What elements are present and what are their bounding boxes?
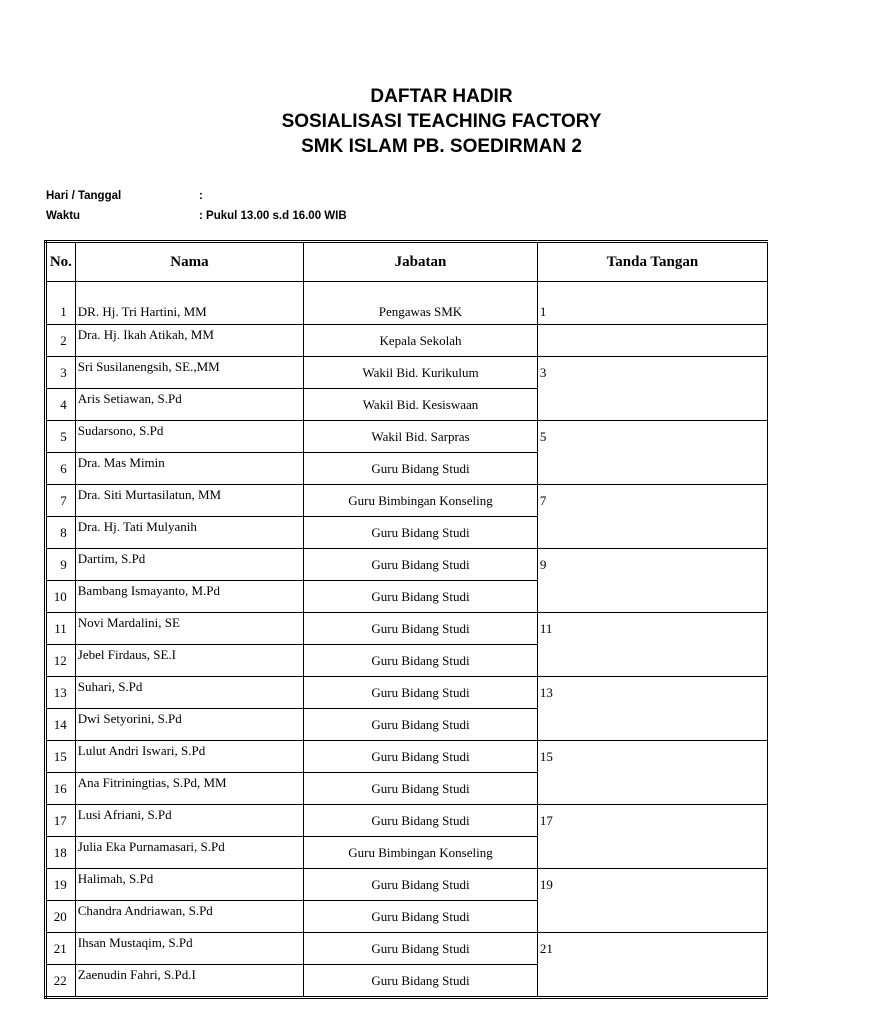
row-name: Suhari, S.Pd <box>75 677 303 709</box>
table-row <box>46 357 768 389</box>
table-row <box>46 645 768 677</box>
row-signature[interactable]: 3 <box>537 357 767 389</box>
row-position: Pengawas SMK <box>304 282 538 325</box>
row-number: 5 <box>46 421 76 453</box>
info-row-time <box>46 206 347 226</box>
row-name: Dwi Setyorini, S.Pd <box>75 709 303 741</box>
row-signature[interactable]: 19 <box>537 869 767 901</box>
row-position: Wakil Bid. Sarpras <box>304 421 538 453</box>
table-row <box>46 389 768 421</box>
row-name: Sri Susilanengsih, SE.,MM <box>75 357 303 389</box>
table-row <box>46 677 768 709</box>
row-position: Guru Bidang Studi <box>304 613 538 645</box>
row-number: 10 <box>46 581 76 613</box>
row-number: 13 <box>46 677 76 709</box>
table-row <box>46 453 768 485</box>
attendance-table <box>44 240 768 999</box>
table-row <box>46 549 768 581</box>
row-name: Lulut Andri Iswari, S.Pd <box>75 741 303 773</box>
row-name: Julia Eka Purnamasari, S.Pd <box>75 837 303 869</box>
row-signature[interactable]: 1 <box>537 282 767 325</box>
row-signature[interactable] <box>537 709 767 741</box>
row-position: Guru Bidang Studi <box>304 965 538 998</box>
row-number: 20 <box>46 901 76 933</box>
row-number: 19 <box>46 869 76 901</box>
row-name: Dra. Mas Mimin <box>75 453 303 485</box>
row-signature[interactable]: 13 <box>537 677 767 709</box>
row-position: Guru Bimbingan Konseling <box>304 485 538 517</box>
row-number: 4 <box>46 389 76 421</box>
row-position: Guru Bidang Studi <box>304 773 538 805</box>
row-signature[interactable] <box>537 837 767 869</box>
header-jabatan: Jabatan <box>304 242 538 282</box>
title-event: SOSIALISASI TEACHING FACTORY <box>281 111 602 132</box>
row-number: 14 <box>46 709 76 741</box>
row-position: Guru Bidang Studi <box>304 709 538 741</box>
row-signature[interactable]: 11 <box>537 613 767 645</box>
meeting-info <box>46 186 347 226</box>
row-position: Guru Bidang Studi <box>304 805 538 837</box>
row-position: Guru Bidang Studi <box>304 677 538 709</box>
row-name: Dartim, S.Pd <box>75 549 303 581</box>
row-position: Wakil Bid. Kurikulum <box>304 357 538 389</box>
time-label: Waktu <box>46 210 81 222</box>
title-daftar-hadir: DAFTAR HADIR <box>370 86 513 107</box>
row-signature[interactable] <box>537 389 767 421</box>
row-name: Ana Fitriningtias, S.Pd, MM <box>75 773 303 805</box>
table-row <box>46 805 768 837</box>
row-name: Zaenudin Fahri, S.Pd.I <box>75 965 303 998</box>
row-number: 9 <box>46 549 76 581</box>
row-position: Guru Bidang Studi <box>304 741 538 773</box>
row-number: 2 <box>46 325 76 357</box>
row-signature[interactable] <box>537 965 767 998</box>
row-signature[interactable]: 7 <box>537 485 767 517</box>
row-number: 1 <box>46 282 76 325</box>
table-row <box>46 282 768 325</box>
row-name: Dra. Siti Murtasilatun, MM <box>75 485 303 517</box>
row-number: 8 <box>46 517 76 549</box>
row-number: 18 <box>46 837 76 869</box>
attendance-sheet <box>44 240 768 988</box>
row-position: Guru Bidang Studi <box>304 933 538 965</box>
row-name: Aris Setiawan, S.Pd <box>75 389 303 421</box>
row-position: Guru Bidang Studi <box>304 869 538 901</box>
row-position: Wakil Bid. Kesiswaan <box>304 389 538 421</box>
info-row-date <box>46 186 347 206</box>
table-row <box>46 741 768 773</box>
row-number: 6 <box>46 453 76 485</box>
row-position: Guru Bimbingan Konseling <box>304 837 538 869</box>
table-row <box>46 485 768 517</box>
row-number: 17 <box>46 805 76 837</box>
table-row <box>46 581 768 613</box>
table-row <box>46 901 768 933</box>
table-header-row <box>46 242 768 282</box>
table-row <box>46 709 768 741</box>
row-signature[interactable] <box>537 453 767 485</box>
row-number: 3 <box>46 357 76 389</box>
time-value: : Pukul 13.00 s.d 16.00 WIB <box>199 210 347 222</box>
row-position: Kepala Sekolah <box>304 325 538 357</box>
row-position: Guru Bidang Studi <box>304 581 538 613</box>
row-number: 7 <box>46 485 76 517</box>
row-position: Guru Bidang Studi <box>304 453 538 485</box>
row-position: Guru Bidang Studi <box>304 645 538 677</box>
row-name: Chandra Andriawan, S.Pd <box>75 901 303 933</box>
table-row <box>46 773 768 805</box>
row-name: DR. Hj. Tri Hartini, MM <box>75 282 303 325</box>
row-name: Dra. Hj. Tati Mulyanih <box>75 517 303 549</box>
date-value: : <box>199 190 203 202</box>
row-signature[interactable] <box>537 581 767 613</box>
row-name: Sudarsono, S.Pd <box>75 421 303 453</box>
row-signature[interactable] <box>537 645 767 677</box>
row-name: Novi Mardalini, SE <box>75 613 303 645</box>
document-title-block <box>0 84 883 159</box>
table-row <box>46 965 768 998</box>
table-row <box>46 837 768 869</box>
row-signature[interactable]: 9 <box>537 549 767 581</box>
table-row <box>46 613 768 645</box>
title-school: SMK ISLAM PB. SOEDIRMAN 2 <box>301 136 582 157</box>
row-signature[interactable]: 21 <box>537 933 767 965</box>
table-row <box>46 421 768 453</box>
row-position: Guru Bidang Studi <box>304 517 538 549</box>
row-name: Halimah, S.Pd <box>75 869 303 901</box>
header-nama: Nama <box>75 242 303 282</box>
row-signature[interactable] <box>537 325 767 357</box>
row-position: Guru Bidang Studi <box>304 549 538 581</box>
row-name: Lusi Afriani, S.Pd <box>75 805 303 837</box>
row-number: 21 <box>46 933 76 965</box>
table-row <box>46 517 768 549</box>
row-name: Jebel Firdaus, SE.I <box>75 645 303 677</box>
row-name: Dra. Hj. Ikah Atikah, MM <box>75 325 303 357</box>
row-number: 12 <box>46 645 76 677</box>
header-no: No. <box>46 242 76 282</box>
row-position: Guru Bidang Studi <box>304 901 538 933</box>
table-row <box>46 869 768 901</box>
row-signature[interactable] <box>537 901 767 933</box>
row-name: Bambang Ismayanto, M.Pd <box>75 581 303 613</box>
table-row <box>46 933 768 965</box>
row-number: 15 <box>46 741 76 773</box>
header-tanda-tangan: Tanda Tangan <box>537 242 767 282</box>
row-signature[interactable] <box>537 773 767 805</box>
row-number: 16 <box>46 773 76 805</box>
row-number: 22 <box>46 965 76 998</box>
row-name: Ihsan Mustaqim, S.Pd <box>75 933 303 965</box>
date-label: Hari / Tanggal <box>46 190 122 202</box>
table-row <box>46 325 768 357</box>
row-signature[interactable]: 15 <box>537 741 767 773</box>
row-signature[interactable]: 5 <box>537 421 767 453</box>
row-number: 11 <box>46 613 76 645</box>
row-signature[interactable] <box>537 517 767 549</box>
row-signature[interactable]: 17 <box>537 805 767 837</box>
